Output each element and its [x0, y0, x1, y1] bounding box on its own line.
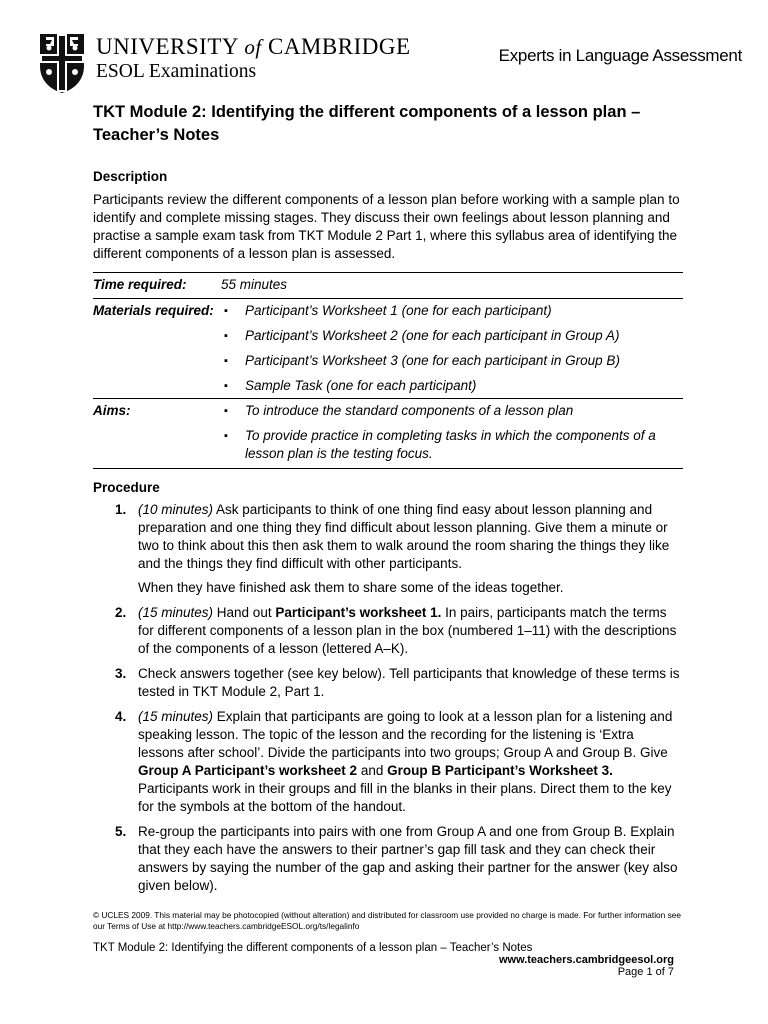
- cambridge-crest-logo: [38, 32, 86, 94]
- step-text: Check answers together (see key below). Tell participants that knowledge of these terms is tested in TKT Module 2, Part 1.: [138, 666, 680, 699]
- time-value: 55 minutes: [221, 273, 683, 299]
- step-time: (15 minutes): [138, 605, 214, 620]
- step-subtext: When they have finished ask them to share some of the ideas together.: [138, 580, 564, 595]
- aims-label: Aims:: [93, 399, 221, 469]
- step-time: (15 minutes): [138, 709, 214, 724]
- step-time: (10 minutes): [138, 502, 214, 517]
- step-text: In pairs, participants match the terms for different components of a lesson plan in the box (numbered 1–11) with the descriptions of the components of a lesson (lettered A–K).: [138, 605, 677, 656]
- materials-label: Materials required:: [93, 299, 221, 399]
- procedure-step-3: [93, 665, 683, 701]
- step-number: 1.: [115, 502, 127, 517]
- cambridge-text: CAMBRIDGE: [267, 34, 411, 59]
- step-text: Explain that participants are going to look at a lesson plan for a listening and speaking lesson. The topic of the lesson and the recording for the listening is ‘Extra lessons after school’. Divide the participants into two groups; Group A and Group B. Give: [138, 709, 673, 760]
- step-number: 2.: [115, 605, 127, 620]
- footer-url-link[interactable]: www.teachers.cambridgeesol.org: [498, 954, 674, 966]
- copyright-notice: © UCLES 2009. This material may be photocopied (without alteration) and distributed for classroom use provided no charge is made. For further information see our Terms of Use at http://www.teachers.cambridgeESOL.org/ts/legalinfo: [93, 910, 681, 931]
- time-row: [93, 273, 683, 299]
- time-label: Time required:: [93, 273, 221, 299]
- step-text: Hand out: [213, 605, 276, 620]
- step-number: 4.: [115, 709, 127, 724]
- document-title: TKT Module 2: Identifying the different components of a lesson plan – Teacher’s Notes: [93, 103, 641, 144]
- description-heading: Description: [93, 169, 168, 184]
- step-number: 5.: [115, 824, 127, 839]
- procedure-step-1: [93, 501, 683, 597]
- list-item: ▪ To provide practice in completing tasks in which the components of a lesson plan is the testing focus.: [221, 427, 683, 463]
- procedure-step-4: [93, 708, 683, 816]
- list-item: ▪ Participant’s Worksheet 2 (one for each participant in Group A): [221, 327, 683, 345]
- procedure-step-2: [93, 604, 683, 658]
- materials-list: [221, 302, 683, 395]
- step-bold: Participant’s worksheet 1.: [275, 605, 442, 620]
- procedure-step-5: [93, 823, 683, 895]
- step-text: and: [357, 763, 388, 778]
- aims-row: [93, 399, 683, 469]
- list-item: ▪ Participant’s Worksheet 1 (one for each participant): [221, 302, 683, 320]
- university-text: UNIVERSITY: [96, 34, 239, 59]
- step-text: Ask participants to think of one thing find easy about lesson planning and preparation and one thing they find difficult about lesson planning. Give them a minute or two to think about this then ask them to walk around the room sharing the things they like and the things they find difficult with other participants.: [138, 502, 670, 571]
- info-table: [93, 272, 683, 469]
- step-text: Participants work in their groups and fill in the blanks in their plans. Direct them to the key for the symbols at the bottom of the handout.: [138, 781, 672, 814]
- step-number: 3.: [115, 666, 127, 681]
- list-item: ▪ To introduce the standard components of a lesson plan: [221, 402, 683, 420]
- footer-document-title: TKT Module 2: Identifying the different components of a lesson plan – Teacher’s Notes: [93, 942, 533, 954]
- main-content: [93, 101, 683, 902]
- step-bold: Group A Participant’s worksheet 2: [138, 763, 358, 778]
- aims-list: [221, 402, 683, 463]
- list-item: ▪ Participant’s Worksheet 3 (one for each participant in Group B): [221, 352, 683, 370]
- of-text: of: [244, 35, 262, 59]
- tagline: Experts in Language Assessment: [498, 46, 742, 65]
- step-text: Re-group the participants into pairs with one from Group A and one from Group B. Explain that they each have the answers to their partner’s gap fill task and they can check their answers by saying the number of the gap and asking their partner for the answer (key also given below).: [138, 824, 678, 893]
- materials-row: [93, 299, 683, 399]
- procedure-list: [93, 501, 683, 895]
- step-bold: Group B Participant’s Worksheet 3.: [387, 763, 613, 778]
- procedure-heading: Procedure: [93, 480, 160, 495]
- list-item: ▪ Sample Task (one for each participant): [221, 377, 683, 395]
- esol-wordmark: ESOL Examinations: [96, 61, 257, 82]
- description-text: Participants review the different components of a lesson plan before working with a sample plan to identify and complete missing stages. They discuss their own feelings about lesson planning and practise a sample exam task from TKT Module 2 Part 1, where this syllabus area of identifying the different components of a lesson plan is assessed.: [93, 192, 680, 261]
- page-number: Page 1 of 7: [617, 966, 674, 978]
- university-wordmark: [96, 34, 411, 60]
